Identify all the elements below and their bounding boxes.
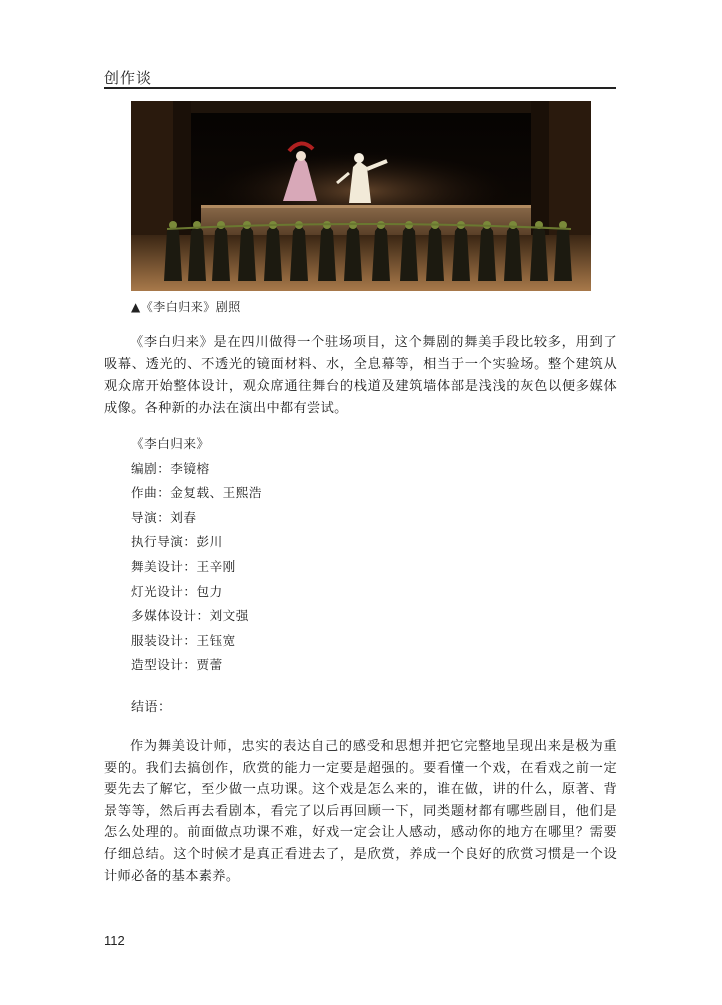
credit-item: 导演：刘春 [131, 509, 197, 525]
credit-item: 造型设计：贾蕾 [131, 657, 223, 673]
credit-item: 编剧：李镜榕 [131, 460, 210, 476]
paragraph-conclusion: 作为舞美设计师，忠实的表达自己的感受和思想并把它完整地呈现出来是极为重要的。我们去搞创作，欣赏的能力一定要是超强的。要看懂一个戏，在看戏之前一定要先去了解它，至少做一点功课。这个戏是怎么来的，谁在做，讲的什么，原著、背景等等，然后再去看剧本，看完了以后再回顾一下，同类题材都有哪些剧目，他们是怎么处理的。前面做点功课不难，好戏一定会让人感动，感动你的地方在哪里？需要仔细总结。这个时候才是真正看进去了，是欣赏，养成一个良好的欣赏习惯是一个设计师必备的基本素养。 [104, 739, 617, 884]
credit-item: 执行导演：彭川 [131, 534, 223, 550]
page-number: 112 [104, 933, 125, 948]
credit-item: 多媒体设计：刘文强 [131, 608, 249, 624]
header-divider [104, 87, 616, 89]
page-header [104, 67, 616, 88]
section-title: 创作谈 [104, 69, 153, 87]
credit-item: 灯光设计：包力 [131, 583, 223, 599]
photo-caption: ▲《李白归来》剧照 [131, 300, 241, 314]
credits-list [131, 432, 262, 678]
stage-photo [131, 101, 591, 291]
paragraph-intro: 《李白归来》是在四川做得一个驻场项目，这个舞剧的舞美手段比较多，用到了吸幕、透光的、不透光的镜面材料、水，全息幕等，相当于一个实验场。整个建筑从观众席开始整体设计，观众席通往舞台的栈道及建筑墙体部是浅浅的灰色以便多媒体成像。各种新的办法在演出中都有尝试。 [104, 335, 617, 416]
credit-item: 服装设计：王钰宽 [131, 632, 236, 648]
credit-item: 舞美设计：王辛刚 [131, 558, 236, 574]
conclusion-heading: 结语： [131, 700, 172, 715]
credits-title: 《李白归来》 [131, 436, 210, 451]
credit-item: 作曲：金复载、王熙浩 [131, 485, 262, 501]
stage-photo-image [131, 101, 591, 291]
